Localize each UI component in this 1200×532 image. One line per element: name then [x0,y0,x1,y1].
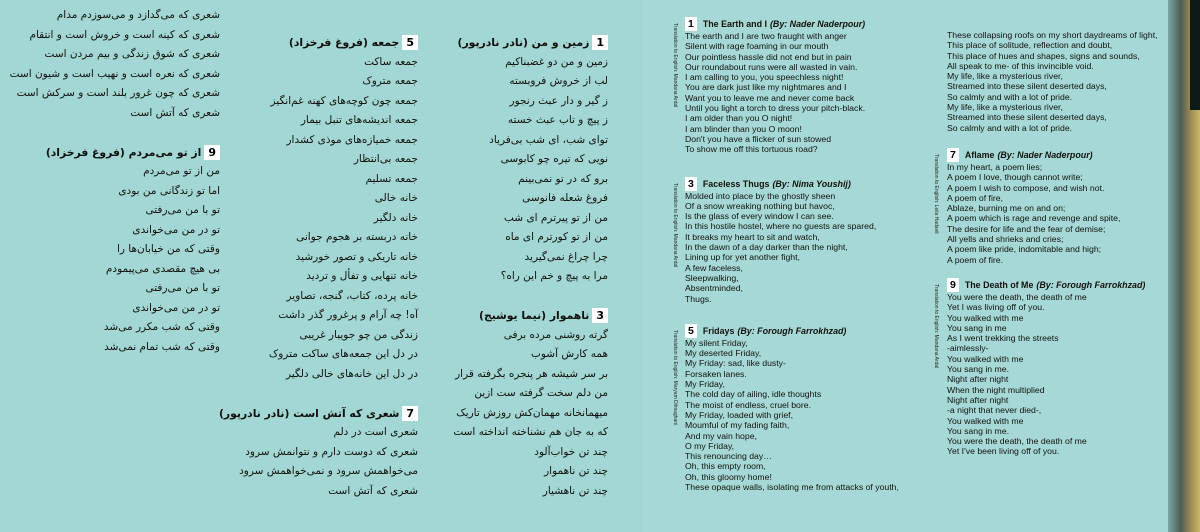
poem-line: You walked with me [947,415,1024,426]
poem-line: So calmly and with a lot of pride. [947,91,1073,102]
poem-line: And my vain hope, [685,430,757,441]
poem-line: جمعه تسلیم [365,172,418,185]
poem-line: Until you light a torch to dress your pitch-black. [685,103,866,114]
poem-line: چند تن ناهشیار [542,484,608,497]
poem-line: You are dark just like my nightmares and I [685,82,847,93]
poem-line: جمعه ساکت [364,55,418,68]
poem-line: To show me off this tortuous road? [685,144,818,155]
poem-line: زمین و من دو غضبناکیم [505,55,608,68]
poem-title [430,33,608,53]
poem-line: Oh, this empty room, [685,461,766,472]
persian-column-left [9,6,220,357]
poem-line: Thugs. [685,293,712,304]
poem-number-badge: 3 [685,177,697,191]
poem-line: -aimlessly- [947,343,989,354]
poem-line: You walked with me [947,353,1024,364]
poem-title [947,148,1162,162]
poem-line: Of a snow wreaking nothing but havoc, [685,200,835,211]
poem-line: اما تو زندگانی من بودی [118,184,220,197]
poem-line: تو در من می‌خواندی [132,301,220,314]
poem-line: This renouncing day… [685,451,772,462]
poem-line: شعری که دوست دارم و نتوانمش سرود [245,445,418,458]
poem-line: You were the death, the death of me [947,291,1087,302]
poem-line: وقتی که من خیابان‌ها را [116,243,220,255]
poem-line: The earth and I are two fraught with anger [685,31,847,41]
english-column-1 [672,17,935,492]
poem-author: (By: Nader Naderpour) [769,19,866,29]
poem-line: Night after night [947,374,1009,385]
poem-line: In the dawn of a day darker than the night, [685,242,848,253]
poem-line: Our pointless hassle did not end but in pain [685,51,852,62]
translator-credit: Translation to English: Mandana Ardal [672,23,678,108]
poem-line: Don't you have a flicker of sun stowed [685,133,832,144]
poem-line: A poem of fire, [947,192,1004,203]
poem-author: (By: Nader Naderpour) [997,149,1093,160]
poem-line: شعری که کینه است و خروش است و انتقام [29,28,220,41]
persian-column-right [430,33,608,501]
poem-title-text: ناهموار (نیما یوشیج) [479,309,590,322]
poem-title [685,17,935,31]
poem-line: چند تن ناهموار [544,465,608,477]
poem-author: (By: Forough Farrokhzad) [737,325,847,336]
poem-line: My life, like a mysterious river, [947,102,1063,113]
poem-line: ز پیچ و تاب عبث خسته [507,114,608,126]
poem-line: This place of solitude, reflection and doubt, [947,40,1113,51]
poem-line: Streamed into these silent deserted days, [947,81,1107,92]
poem-line: A poem I wish to compose, and wish not. [947,182,1105,193]
poem-author: (By: Forough Farrokhzad) [1036,279,1146,290]
poem-number-badge: 9 [947,278,959,292]
poem-line: من دلم سخت گرفته ست ازین [474,387,608,399]
poem-line: It breaks my heart to sit and watch, [685,231,820,242]
poem-line: My Friday: sad, like dusty- [685,358,786,369]
poem-line: O my Friday, [685,440,735,451]
poem-line: Moumful of my fading faith, [685,420,790,431]
poem-line: خانه خالی [374,192,418,204]
poem-line: برو که در تو نمی‌بینم [518,172,608,185]
poem-line: Want you to leave me and never come back [685,92,855,103]
poem-line: شعری که آتش است [328,484,418,497]
poem-line: تو در من می‌خواندی [132,223,220,236]
translator-credit: Translation to English: Mandana Ardal [933,283,939,369]
english-poem [672,324,935,492]
poem-title-text: از تو می‌مردم (فروغ فرخزاد) [45,145,202,159]
poem-title-text: The Death of Me [964,279,1034,290]
poem-line: چرا چراغ نمی‌گیرید [524,250,608,263]
poem-line: As I went trekking the streets [947,333,1059,344]
poem-number-badge: 9 [204,145,220,160]
poem-line: زندگی من چو جویبار غریبی [299,328,418,341]
poem-line: All speak to me- of this invincible void. [947,60,1094,71]
spacer [20,123,220,143]
poem-line: Ablaze, burning me on and on; [947,203,1066,214]
english-column-2 [933,30,1162,457]
poem-title [685,177,935,191]
poem-number-badge: 3 [592,308,608,323]
poem-line: Silent with rage foaming in our mouth [685,41,829,52]
poem-line: Our roundabout runs were all wasted in vain. [685,61,858,72]
poem-title-text: Faceless Thugs [702,178,770,189]
spacer [430,287,608,307]
poem-line: جمعه بی‌انتظار [353,153,418,165]
poem-line: Night after night [947,394,1009,405]
poem-line: تو با من می‌رفتی [145,204,220,216]
poem-line: شعری که شوق زندگی و بیم مردن است [44,48,220,60]
poem-line: بی هیچ مقصدی می‌پیمودم [105,262,220,275]
poem-number-badge: 5 [402,35,418,50]
poem-line: جمعه متروک [362,75,418,87]
spacer [218,384,418,404]
poem-title-text: Fridays [702,325,735,336]
poem-number-badge: 5 [685,324,697,338]
poem-line: A few faceless, [685,262,743,273]
english-poem [933,278,1162,457]
poem-line: وقتی که شب مکرر می‌شد [103,321,220,333]
poem-line: My silent Friday, [685,337,748,348]
poem-line: My life, like a mysterious river, [947,71,1063,82]
poem-title [430,306,608,326]
poem-line: من از تو پیرترم ای شب [504,211,608,224]
poem-line: در دل این جمعه‌های ساکت متروک [268,348,418,360]
poem-line: ز گیر و دار عبث رنجور [509,94,608,107]
poem-line: خانه پرده، کتاب، گنجه، تصاویر [286,289,418,302]
poem-line: در دل این خانه‌های خالی دلگیر [285,367,418,380]
poem-title [685,324,935,338]
poem-line: جمعه اندیشه‌های تنبل بیمار [300,114,418,126]
poem-title [218,404,418,424]
poem-title-text: The Earth and I [702,19,767,29]
poem-line: خانه دلگیر [373,211,418,224]
poem-title-text: زمین و من (نادر نادرپور) [457,36,590,49]
poem-line: گرته روشنی مرده برفی [503,328,608,341]
poem-line: Is the glass of every window I can see. [685,211,834,222]
poem-line: جمعه چون کوچه‌های کهنه غم‌انگیز [270,94,418,107]
poem-line: In my heart, a poem lies; [947,161,1043,172]
poem-line: These opaque walls, isolating me from attacks of youth, [685,481,899,492]
poem-author: (By: Nima Youshij) [772,178,851,189]
english-poem [933,148,1162,265]
poem-line: You sang in me [947,322,1007,333]
poem-line: همه کارش آشوب [530,348,608,360]
poem-line: The moist of endless, cruel bore. [685,399,812,410]
poem-title [947,278,1162,292]
poem-line: -a night that never died-, [947,405,1042,416]
poem-line: که به جان هم نشناخته انداخته است [453,426,608,438]
poem-line: شعری است در دلم [333,426,418,438]
poem-line: My deserted Friday, [685,348,762,359]
poem-line: You sang in me. [947,425,1009,436]
poem-line: You walked with me [947,312,1024,323]
poem-line: Sleepwalking, [685,272,739,283]
poem-line: تو با من می‌رفتی [145,282,220,294]
poem-number-badge: 7 [402,406,418,421]
poem-line: All yells and shrieks and cries; [947,234,1064,245]
poem-line: میهمانخانه مهمان‌کش روزش تاریک [456,406,608,419]
poem-line: من از تو کورترم ای ماه [505,231,608,243]
translator-credit: Translation to English: Mandana Ardal [672,182,678,267]
poem-line: وقتی که شب تمام نمی‌شد [104,340,220,353]
english-poem [672,177,935,304]
dark-corner [1190,0,1200,110]
poem-line: شعری که چون غرور بلند است و سرکش است [16,87,220,99]
poem-number-badge: 7 [947,148,959,162]
poem-line: The desire for life and the fear of demise; [947,223,1106,234]
poem-line: جمعه خمیازه‌های موذی کشدار [286,133,418,146]
poem-line: A poem which is rage and revenge and spite, [947,213,1121,224]
poem-line: I am calling to you, you speechless night! [685,72,844,83]
poem-line: می‌خواهمش سرود و نمی‌خواهمش سرود [239,465,418,477]
poem-title-text: جمعه (فروغ فرخزاد) [288,36,400,49]
english-poem [672,17,935,155]
poem-line: لب از خروش فروبسته [509,75,608,87]
persian-column-middle [218,33,418,501]
poem-line: Yet I was living off of you. [947,302,1045,313]
poem-line: A poem of fire. [947,254,1004,265]
poem-line: خانه دربسته بر هجوم جوانی [296,231,418,243]
poem-number-badge: 1 [685,17,697,31]
poem-title-text: Aflame [964,149,995,160]
poem-line: When the night multiplied [947,384,1045,395]
poem-line: I am older than you O night! [685,113,793,124]
poem-line: Lining up for yet another fight, [685,252,800,263]
poem-line: Absentminded, [685,283,743,294]
poem-line: Molded into place by the ghostly sheen [685,190,836,201]
poem-line: خانه تاریکی و تصور خورشید [295,250,418,263]
poem-line: Oh, this gloomy home! [685,471,772,482]
poem-line: These collapsing roofs on my short daydreams of light, [947,30,1158,40]
poem-line: The cold day of ailing, idle thoughts [685,389,822,400]
poem-line: Forsaken lanes. [685,368,747,379]
poem-line: شعری که می‌گدازد و می‌سوزدم مدام [56,9,220,21]
poem-line: You were the death, the death of me [947,436,1087,447]
poem-line: My Friday, loaded with grief, [685,409,793,420]
poem-line: نویی که تیره چو کابوسی [500,153,608,165]
poem-title-text: شعری که آتش است (نادر نادرپور) [218,406,400,420]
poem-line: So calmly and with a lot of pride. [947,122,1073,133]
poem-line: Streamed into these silent deserted days, [947,112,1107,123]
poem-line: Yet I've been living off of you. [947,446,1060,457]
poem-line: This place of hues and shapes, signs and sounds, [947,50,1140,61]
poem-line: My Friday, [685,379,725,390]
poem-line: توای شب، ای شب بی‌فریاد [489,133,608,146]
poem-number-badge: 1 [592,35,608,50]
poem-line: You sang in me. [947,364,1009,375]
poem-line: آه‌! چه آرام و پرغرور گذر داشت [278,309,418,321]
poem-line: I am blinder than you O moon! [685,123,802,134]
poem-line: شعری که نعره است و نهیب است و شیون است [9,67,220,80]
poem-line: In this hostile hostel, where no guests are spared, [685,221,877,232]
poem-line: بر سر شیشه هر پنجره بگرفته قرار [455,367,608,380]
poem-line: فروغ شعله فانوسی [522,192,608,204]
translator-credit: Translation to English: Maryam Dilmaghani [672,329,678,425]
poem-line: چند تن خواب‌آلود [534,445,608,458]
poem-title [218,33,418,53]
translator-credit: Translation to English: Leila Hadavit [933,153,939,234]
poem-line: من از تو می‌مردم [143,165,220,177]
poem-line: شعری که آتش است [130,106,220,119]
poem-line: خانه تنهایی و تفأل و تردید [306,270,418,282]
poem-line: مرا به پیچ و خم این راه؟ [500,270,608,282]
poem-line: A poem I love, though cannot write; [947,172,1083,183]
poem-line: A poem like pride, indomitable and high; [947,244,1102,255]
poem-title [20,143,220,163]
